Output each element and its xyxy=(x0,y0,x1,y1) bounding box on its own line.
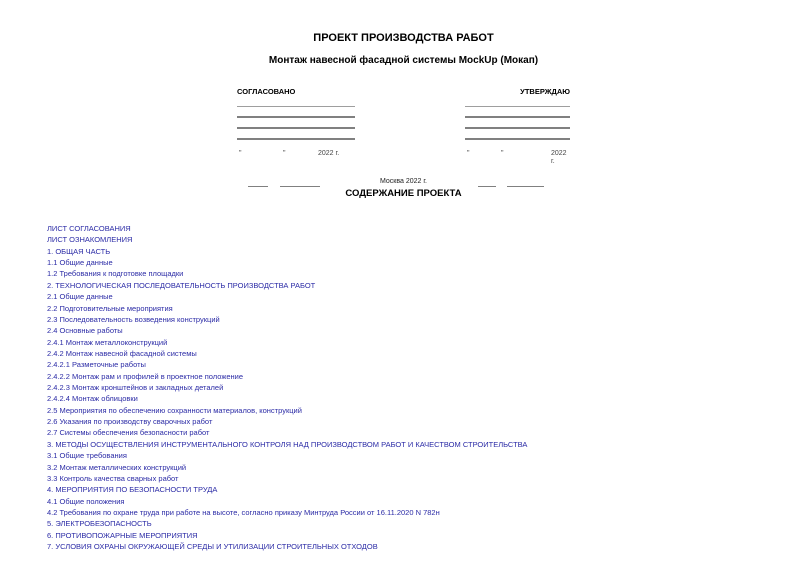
signature-line xyxy=(465,127,570,129)
toc-item[interactable]: 3.1 Общие требования xyxy=(47,451,127,461)
toc-item[interactable]: 2.7 Системы обеспечения безопасности работ xyxy=(47,428,210,438)
toc-item[interactable]: 2.3 Последовательность возведения конструкций xyxy=(47,314,220,324)
toc-item[interactable]: 7. УСЛОВИЯ ОХРАНЫ ОКРУЖАЮЩЕЙ СРЕДЫ И УТИЛИЗАЦИИ СТРОИТЕЛЬНЫХ ОТХОДОВ xyxy=(47,542,378,552)
toc-item[interactable]: 2. ТЕХНОЛОГИЧЕСКАЯ ПОСЛЕДОВАТЕЛЬНОСТЬ ПРОИЗВОДСТВА РАБОТ xyxy=(47,280,316,290)
approved-signature-block xyxy=(465,87,570,175)
signature-line xyxy=(465,138,570,140)
signature-line xyxy=(237,127,355,129)
toc-item[interactable]: 2.4 Основные работы xyxy=(47,326,123,336)
toc-item[interactable]: 1.2 Требования к подготовке площадки xyxy=(47,269,184,279)
toc-title: СОДЕРЖАНИЕ ПРОЕКТА xyxy=(345,188,462,199)
toc-item[interactable]: 2.1 Общие данные xyxy=(47,292,113,302)
toc-item[interactable]: 2.5 Мероприятия по обеспечению сохранности материалов, конструкций xyxy=(47,405,302,415)
toc-item[interactable]: 4.1 Общие положения xyxy=(47,496,125,506)
toc-item[interactable]: 3.2 Монтаж металлических конструкций xyxy=(47,462,187,472)
quote-mark: " xyxy=(283,150,286,157)
signature-line xyxy=(237,116,355,118)
date-fill-row xyxy=(237,150,355,159)
toc-item[interactable]: 2.4.2.4 Монтаж облицовки xyxy=(47,394,138,404)
toc-item[interactable]: 2.4.2.2 Монтаж рам и профилей в проектное положение xyxy=(47,371,244,381)
toc-item[interactable]: 4.2 Требования по охране труда при работе на высоте, согласно приказу Минтруда России от 16.11.2020 N 782н xyxy=(47,507,440,517)
toc-item[interactable]: ЛИСТ ОЗНАКОМЛЕНИЯ xyxy=(47,235,133,245)
toc-item[interactable]: 4. МЕРОПРИЯТИЯ ПО БЕЗОПАСНОСТИ ТРУДА xyxy=(47,485,218,495)
toc-item[interactable]: 1.1 Общие данные xyxy=(47,258,113,268)
toc-item[interactable]: 6. ПРОТИВОПОЖАРНЫЕ МЕРОПРИЯТИЯ xyxy=(47,530,198,540)
place-date: Москва 2022 г. xyxy=(379,178,427,185)
document-subtitle: Монтаж навесной фасадной системы MockUp (Мокап) xyxy=(268,55,539,66)
toc-item[interactable]: 3. МЕТОДЫ ОСУЩЕСТВЛЕНИЯ ИНСТРУМЕНТАЛЬНОГО КОНТРОЛЯ НАД ПРОИЗВОДСТВОМ РАБОТ И КАЧЕСТВОМ СТРОИТЕЛЬСТВА xyxy=(47,439,528,449)
toc-item[interactable]: 1. ОБЩАЯ ЧАСТЬ xyxy=(47,246,111,256)
toc-item[interactable]: 5. ЭЛЕКТРОБЕЗОПАСНОСТЬ xyxy=(47,519,152,529)
date-fill-row xyxy=(465,150,570,165)
quote-mark: " xyxy=(501,150,504,157)
signature-line xyxy=(237,138,355,140)
toc-item[interactable]: 2.6 Указания по производству сварочных работ xyxy=(47,417,213,427)
toc-item[interactable]: 2.4.1 Монтаж металлоконструкций xyxy=(47,337,168,347)
date-blank-row xyxy=(465,169,570,175)
agreed-signature-block xyxy=(237,87,355,175)
year-label: 2022 г. xyxy=(318,150,340,157)
document-title: ПРОЕКТ ПРОИЗВОДСТВА РАБОТ xyxy=(313,32,494,44)
toc-item[interactable]: 3.3 Контроль качества сварных работ xyxy=(47,473,179,483)
toc-item[interactable]: 2.2 Подготовительные мероприятия xyxy=(47,303,173,313)
toc-item[interactable]: 2.4.2.3 Монтаж кронштейнов и закладных деталей xyxy=(47,383,224,393)
quote-mark: " xyxy=(467,150,470,157)
year-label: 2022 г. xyxy=(551,150,567,165)
date-blank-row xyxy=(237,169,355,175)
approved-label: УТВЕРЖДАЮ xyxy=(520,87,570,96)
toc-item[interactable]: 2.4.2.1 Разметочные работы xyxy=(47,360,146,370)
agreed-label: СОГЛАСОВАНО xyxy=(237,87,296,96)
toc-list xyxy=(47,223,777,552)
quote-mark: " xyxy=(239,150,242,157)
signature-line xyxy=(237,106,355,107)
signature-line xyxy=(465,106,570,107)
signature-line xyxy=(465,116,570,118)
toc-item[interactable]: ЛИСТ СОГЛАСОВАНИЯ xyxy=(47,224,131,233)
toc-item[interactable]: 2.4.2 Монтаж навесной фасадной системы xyxy=(47,348,197,358)
